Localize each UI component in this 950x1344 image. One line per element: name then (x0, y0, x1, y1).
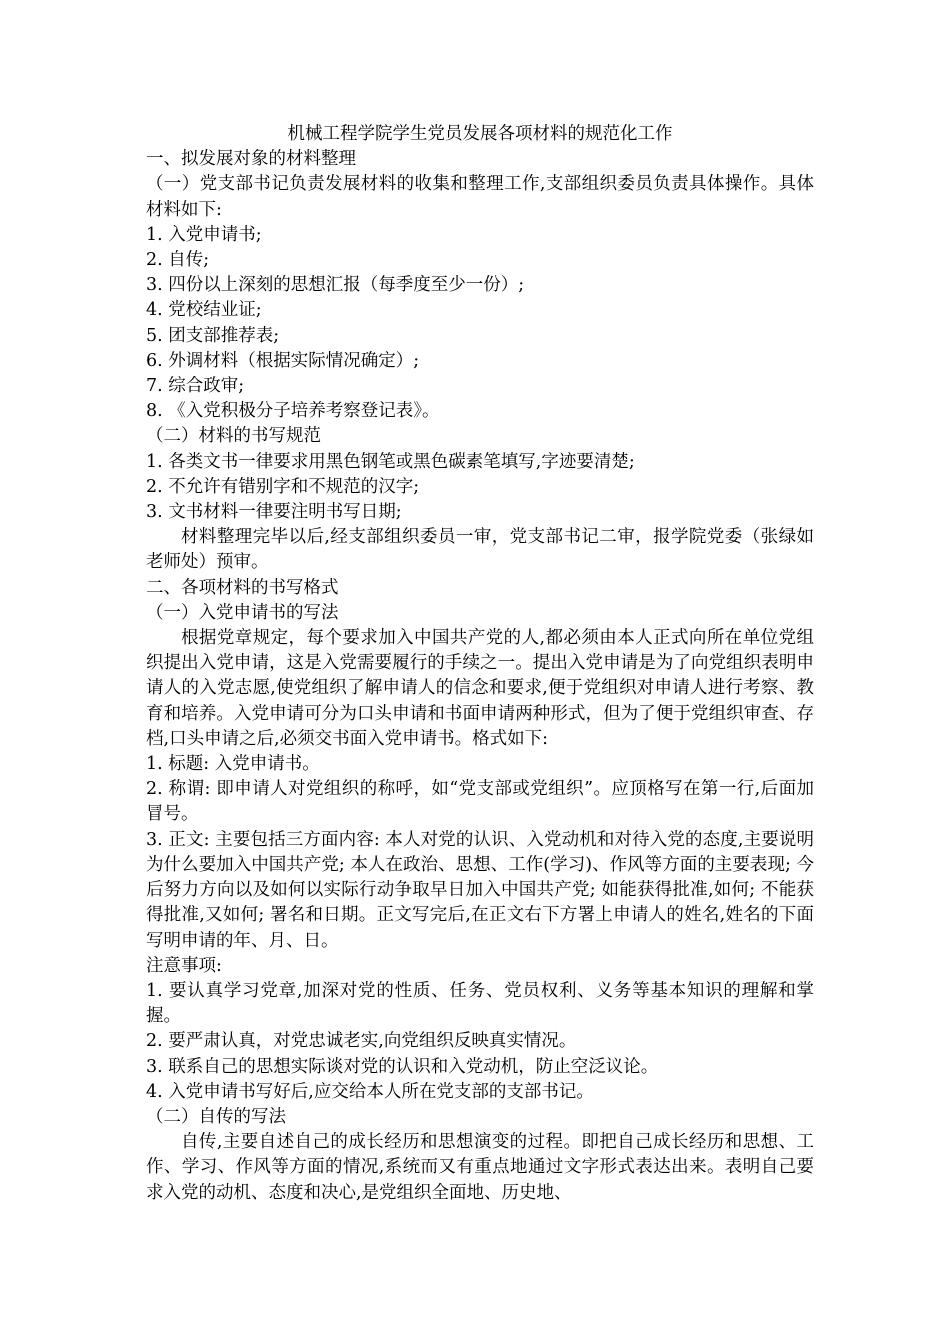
list-item: 2. 要严肃认真，对党忠诚老实,向党组织反映真实情况。 (146, 1031, 577, 1052)
list-item: 8. 《入党积极分子培养考察登记表》。 (146, 401, 440, 422)
list-item: 1. 入党申请书; (146, 224, 262, 245)
list-item: 5. 团支部推荐表; (146, 325, 280, 346)
list-item: 6. 外调材料（根据实际情况确定）; (146, 350, 420, 371)
paragraph: 自传,主要自述自己的成长经历和思想演变的过程。即把自己成长经历和思想、工作、学习、作风等方面的情况,系统而又有重点地通过文字形式表达出来。表明自己要求入党的动机、态度和决心,是党组织全面地、历史地、 (146, 1132, 814, 1203)
list-item: 1. 标题: 入党申请书。 (146, 754, 320, 775)
subsection-heading-1-1: （一）党支部书记负责发展材料的收集和整理工作,支部组织委员负责具体操作。具体材料如下: (146, 174, 814, 220)
section-heading-2: 二、各项材料的书写格式 (146, 577, 339, 598)
subsection-heading-1-2: （二）材料的书写规范 (146, 426, 321, 447)
paragraph: 根据党章规定，每个要求加入中国共产党的人,都必须由本人正式向所在单位党组织提出入党申请，这是入党需要履行的手续之一。提出入党申请是为了向党组织表明申请人的入党志愿,使党组织了解申请人的信念和要求,便于党组织对申请人进行考察、教育和培养。入党申请可分为口头申请和书面申请两种形式，但为了便于党组织审查、存档,口头申请之后,必须交书面入党申请书。格式如下: (146, 628, 814, 749)
list-item: 2. 称谓: 即申请人对党组织的称呼，如“党支部或党组织”。应顶格写在第一行,后面加冒号。 (146, 779, 814, 825)
list-item: 1. 要认真学习党章,加深对党的性质、任务、党员权利、义务等基本知识的理解和掌握。 (146, 980, 814, 1027)
notes-heading: 注意事项: (146, 955, 222, 976)
document-title: 机械工程学院学生党员发展各项材料的规范化工作 (287, 124, 673, 144)
subsection-heading-2-1: （一）入党申请书的写法 (146, 602, 339, 623)
list-item: 4. 党校结业证; (146, 300, 262, 321)
list-item: 7. 综合政审; (146, 376, 245, 397)
list-item: 3. 联系自己的思想实际谈对党的认识和入党动机，防止空泛议论。 (146, 1056, 659, 1077)
list-item: 2. 不允许有错别字和不规范的汉字; (146, 476, 420, 497)
list-item: 1. 各类文书一律要求用黑色钢笔或黑色碳素笔填写,字迹要清楚; (146, 451, 635, 472)
list-item: 4. 入党申请书写好后,应交给本人所在党支部的支部书记。 (146, 1081, 594, 1102)
subsection-heading-2-2: （二）自传的写法 (146, 1106, 286, 1127)
document-body (146, 122, 814, 1206)
list-item: 3. 正文: 主要包括三方面内容: 本人对党的认识、入党动机和对待入党的态度,主要说明为什么要加入中国共产党; 本人在政治、思想、工作(学习)、作风等方面的主要表现; 今后努力方向以及如何以实际行动争取早日加入中国共产党; 如能获得批准,如何; 不能获得批准,又如何; 署名和日期。正文写完后,在正文右下方署上申请人的姓名,姓名的下面写明申请的年、月、日。 (146, 829, 814, 951)
section-heading-1: 一、拟发展对象的材料整理 (146, 149, 356, 170)
paragraph: 材料整理完毕以后,经支部组织委员一审，党支部书记二审，报学院党委（张绿如老师处）预审。 (146, 527, 814, 573)
list-item: 3. 文书材料一律要注明书写日期; (146, 502, 402, 523)
list-item: 2. 自传; (146, 250, 210, 271)
list-item: 3. 四份以上深刻的思想汇报（每季度至少一份）; (146, 275, 525, 296)
